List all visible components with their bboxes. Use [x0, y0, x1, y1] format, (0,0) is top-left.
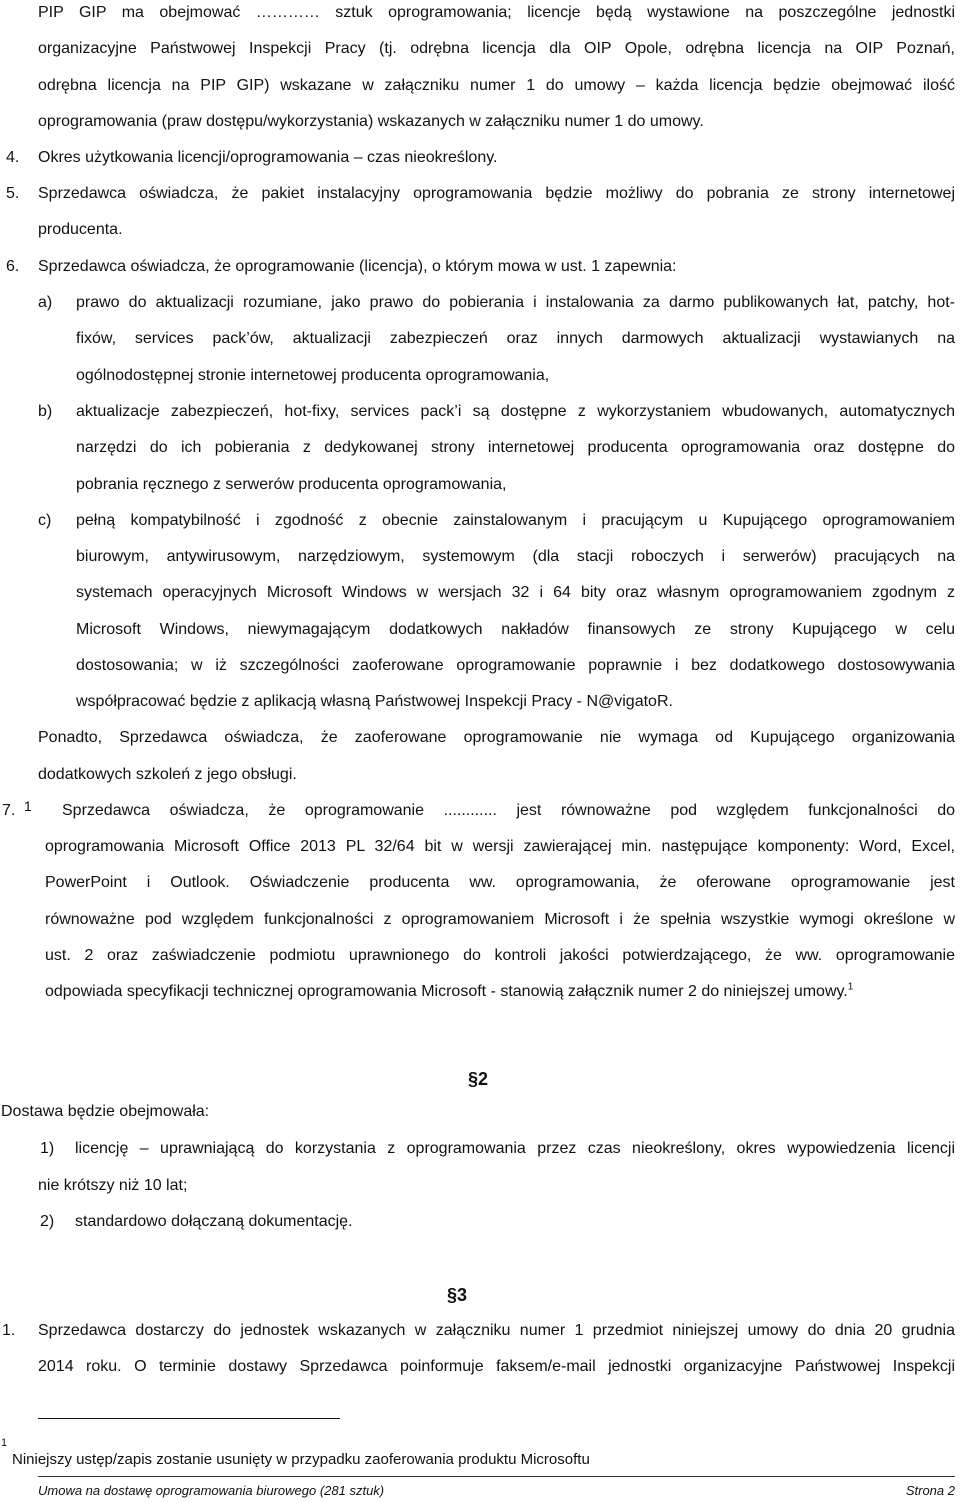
- section-intro: Dostawa będzie obejmowała:: [1, 1103, 210, 1120]
- footnote-reference: 1: [24, 798, 32, 814]
- subitem-label: c): [38, 512, 52, 529]
- body-text-line: PIP GIP ma obejmować ………… sztuk oprogramowania; licencje będą wystawione na poszczególne jednostki: [38, 4, 955, 21]
- footnote-mark: 1: [1, 1437, 8, 1449]
- subitem-text: aktualizacje zabezpieczeń, hot-fixy, services pack’i są dostępne z wykorzystaniem wbudowanych, automatycznych: [76, 403, 955, 420]
- item-text: 2014 roku. O terminie dostawy Sprzedawca poinformuje faksem/e-mail jednostki organizacyjne Państwowej Inspekcji: [38, 1358, 955, 1375]
- subitem-text: pełną kompatybilność i zgodność z obecnie zainstalowanym i pracującym u Kupującego oprogramowaniem: [76, 512, 955, 529]
- body-text-line: organizacyjne Państwowej Inspekcji Pracy (tj. odrębna licencja dla OIP Opole, odrębna licencja na OIP Poznań,: [38, 40, 955, 57]
- section-heading: §2: [468, 1069, 489, 1089]
- item-text: Sprzedawca oświadcza, że oprogramowanie (licencja), o którym mowa w ust. 1 zapewnia:: [38, 258, 677, 275]
- item-number: 7.: [2, 802, 16, 819]
- body-text-line: Ponadto, Sprzedawca oświadcza, że zaoferowane oprogramowanie nie wymaga od Kupującego organizowania: [38, 729, 955, 746]
- subitem-text: fixów, services pack’ów, aktualizacji zabezpieczeń oraz innych darmowych aktualizacji wystawianych na: [76, 330, 955, 347]
- footnote-separator: [38, 1418, 340, 1419]
- item-text: producenta.: [38, 221, 123, 238]
- item-text: Sprzedawca oświadcza, że pakiet instalacyjny oprogramowania będzie możliwy do pobrania ze strony internetowej: [38, 185, 955, 202]
- footer-title: Umowa na dostawę oprogramowania biurowego (281 sztuk): [38, 1483, 385, 1498]
- list-number: 2): [40, 1213, 55, 1230]
- subitem-text: współpracować będzie z aplikacją własną Państwowej Inspekcji Pracy - N@vigatoR.: [76, 693, 673, 710]
- subitem-text: ogólnodostępnej stronie internetowej producenta oprogramowania,: [76, 367, 550, 384]
- item-text: Sprzedawca dostarczy do jednostek wskazanych w załączniku numer 1 przedmiot niniejszej umowy do dnia 20 grudnia: [38, 1322, 955, 1339]
- body-text-line: oprogramowania (praw dostępu/wykorzystania) wskazanych w załączniku numer 1 do umowy.: [38, 113, 704, 130]
- item-number: 1.: [2, 1322, 16, 1339]
- item-text: [45, 982, 853, 1002]
- list-number: 1): [40, 1140, 55, 1157]
- subitem-text: prawo do aktualizacji rozumiane, jako prawo do pobierania i instalowania za darmo publikowanych łat, patchy, hot-: [76, 294, 955, 311]
- item-number: 6.: [6, 258, 20, 275]
- subitem-label: a): [38, 294, 53, 311]
- list-text: nie krótszy niż 10 lat;: [38, 1177, 188, 1194]
- footnote-reference: 1: [847, 981, 854, 993]
- item-text-last: odpowiada specyfikacji technicznej oprogramowania Microsoft - stanowią załącznik numer 2 do niniejszej umowy.: [45, 983, 848, 1000]
- item-text: oprogramowania Microsoft Office 2013 PL 32/64 bit w wersji zawierającej min. następujące komponenty: Word, Excel,: [45, 838, 955, 855]
- item-text: Sprzedawca oświadcza, że oprogramowanie ............ jest równoważne pod względem funkcjonalności do: [62, 802, 955, 819]
- body-text-line: odrębna licencja na PIP GIP) wskazane w załączniku numer 1 do umowy – każda licencja będzie obejmować ilość: [38, 77, 955, 94]
- item-number: 4.: [6, 149, 20, 166]
- section-heading: §3: [447, 1285, 468, 1305]
- subitem-text: systemach operacyjnych Microsoft Windows w wersjach 32 i 64 bity oraz własnym oprogramowaniem zgodnym z: [76, 584, 955, 601]
- subitem-text: biurowym, antywirusowym, narzędziowym, systemowym (dla stacji roboczych i serwerów) pracujących na: [76, 548, 955, 565]
- subitem-label: b): [38, 403, 53, 420]
- body-text-line: dodatkowych szkoleń z jego obsługi.: [38, 766, 297, 783]
- list-text: licencję – uprawniającą do korzystania z oprogramowania przez czas nieokreślony, okres wypowiedzenia licencji: [75, 1140, 955, 1157]
- item-text: równoważne pod względem funkcjonalności z oprogramowaniem Microsoft i że spełnia wszystkie wymogi określone w: [45, 911, 955, 928]
- item-number: 5.: [6, 185, 20, 202]
- footnote-text: Niniejszy ustęp/zapis zostanie usunięty w przypadku zaoferowania produktu Microsoftu: [12, 1451, 590, 1468]
- subitem-text: pobrania ręcznego z serwerów producenta oprogramowania,: [76, 476, 507, 493]
- item-text: Okres użytkowania licencji/oprogramowania – czas nieokreślony.: [38, 149, 498, 166]
- list-text: standardowo dołączaną dokumentację.: [75, 1213, 353, 1230]
- item-text: ust. 2 oraz zaświadczenie podmiotu uprawnionego do kontroli jakości potwierdzającego, że ww. oprogramowanie: [45, 947, 955, 964]
- subitem-text: narzędzi do ich pobierania z dedykowanej strony internetowej producenta oprogramowania oraz dostępne do: [76, 439, 955, 456]
- subitem-text: dostosowania; w iż szczególności zaoferowane oprogramowanie poprawnie i bez dodatkowego dostosowywania: [76, 657, 955, 674]
- footer-rule: [38, 1476, 955, 1477]
- footer-page-number: Strona 2: [905, 1483, 955, 1498]
- subitem-text: Microsoft Windows, niewymagającym dodatkowych nakładów finansowych ze strony Kupującego w celu: [76, 621, 955, 638]
- item-text: PowerPoint i Outlook. Oświadczenie producenta ww. oprogramowania, że oferowane oprogramowanie jest: [45, 874, 955, 891]
